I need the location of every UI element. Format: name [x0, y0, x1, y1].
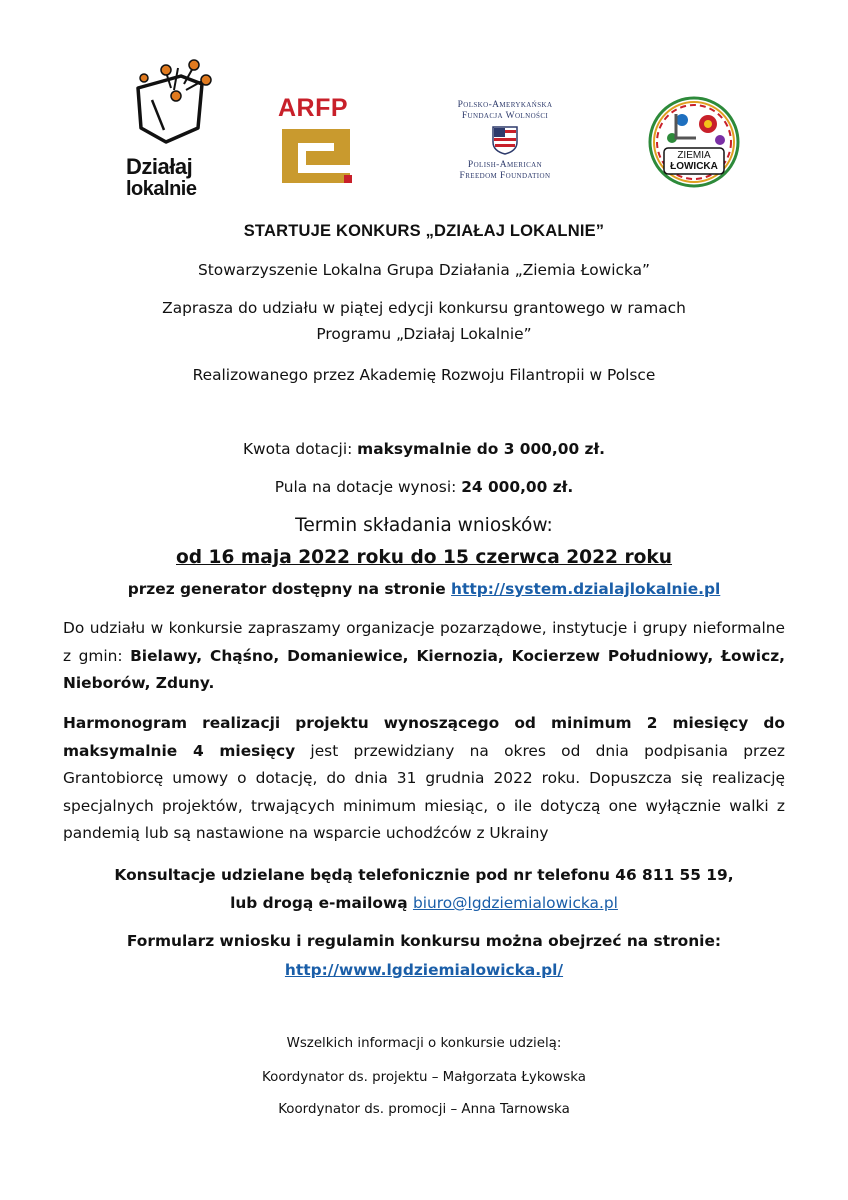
- schedule-bold: Harmonogram realizacji projektu wynoszącego od minimum 2 miesięcy do maksymalnie 4 miesięcy: [63, 714, 785, 760]
- coordinator-project: Koordynator ds. projektu – Małgorzata Łykowska: [262, 1070, 586, 1085]
- pool-label: Pula na dotacje wynosi:: [274, 478, 462, 496]
- flag-shield-icon: [446, 122, 564, 156]
- ziemia-lowicka-logo: [646, 94, 742, 190]
- email-link[interactable]: biuro@lgdziemialowicka.pl: [412, 894, 618, 912]
- grant-value: maksymalnie do 3 000,00 zł.: [357, 440, 606, 458]
- invite-line-1: Zaprasza do udziału w piątej edycji konkursu grantowego w ramach: [162, 299, 686, 317]
- grant-amount: [0, 440, 848, 458]
- dzialaj-line2: lokalnie: [126, 178, 197, 200]
- form-url-line: [0, 961, 848, 979]
- organizer-line: Stowarzyszenie Lokalna Grupa Działania „Ziemia Łowicka”: [197, 261, 651, 279]
- flower-bag-icon: [126, 58, 226, 148]
- generator-text: przez generator dostępny na stronie: [127, 580, 452, 598]
- pafw-en-line2: Freedom Foundation: [459, 171, 551, 181]
- realized-line: Realizowanego przez Akademię Rozwoju Filantropii w Polsce: [192, 366, 656, 384]
- pool-amount: [0, 478, 848, 496]
- form-line: Formularz wniosku i regulamin konkursu można obejrzeć na stronie:: [126, 932, 722, 950]
- consult-text: lub drogą e-mailową: [230, 894, 413, 912]
- pafw-pl-line2: Fundacja Wolności: [461, 111, 549, 121]
- consult-line-1: Konsultacje udzielane będą telefonicznie pod nr telefonu 46 811 55 19,: [114, 866, 734, 884]
- ziemia-wreath-icon: [646, 94, 742, 190]
- participants-gminy: Bielawy, Chąśno, Domaniewice, Kiernozia, Kocierzew Południowy, Łowicz, Nieborów, Zduny.: [63, 646, 786, 692]
- pafw-logo: [446, 100, 564, 186]
- pool-value: 24 000,00 zł.: [461, 478, 574, 496]
- deadline-label: Termin składania wniosków:: [295, 515, 553, 536]
- pafw-pl-line1: Polsko-Amerykańska: [457, 100, 553, 110]
- deadline-dates: od 16 maja 2022 roku do 15 czerwca 2022 roku: [176, 547, 672, 568]
- grant-label: Kwota dotacji:: [242, 440, 358, 458]
- info-line: Wszelkich informacji o konkursie udzielą:: [286, 1036, 562, 1051]
- generator-line: [0, 580, 848, 598]
- participants-paragraph: [63, 615, 785, 698]
- ziemia-line2: ŁOWICKA: [670, 161, 718, 172]
- arfp-logo: [278, 94, 358, 188]
- generator-link[interactable]: http://system.dzialajlokalnie.pl: [451, 580, 721, 598]
- participants-text: Do udziału w konkursie zapraszamy organizacje pozarządowe, instytucje i grupy nieformalne z gmin:: [63, 619, 785, 665]
- arfp-label: ARFP: [278, 94, 349, 122]
- schedule-text: jest przewidziany na okres od dnia podpisania przez Grantobiorcę umowy o dotację, do dnia 31 grudnia 2022 roku. Dopuszcza się realizację specjalnych projektów, trwających minimum miesiąc, o ile dotyczą one wyłącznie walki z pandemią lub są nastawione na wsparcie uchodźców z Ukrainy: [63, 741, 786, 842]
- coordinator-promotion: Koordynator ds. promocji – Anna Tarnowska: [278, 1102, 570, 1117]
- form-link[interactable]: http://www.lgdziemialowicka.pl/: [284, 961, 564, 979]
- pafw-en-line1: Polish-American: [467, 160, 543, 170]
- consult-line-2: [0, 894, 848, 912]
- arfp-e-icon: [278, 125, 354, 187]
- ziemia-line1: ZIEMIA: [677, 150, 711, 161]
- invite-line-2: Programu „Działaj Lokalnie”: [316, 325, 532, 343]
- page-title: STARTUJE KONKURS „DZIAŁAJ LOKALNIE”: [243, 222, 605, 240]
- dzialaj-lokalnie-logo: [126, 58, 226, 200]
- schedule-paragraph: [63, 710, 785, 848]
- dzialaj-line1: Działaj: [126, 154, 193, 179]
